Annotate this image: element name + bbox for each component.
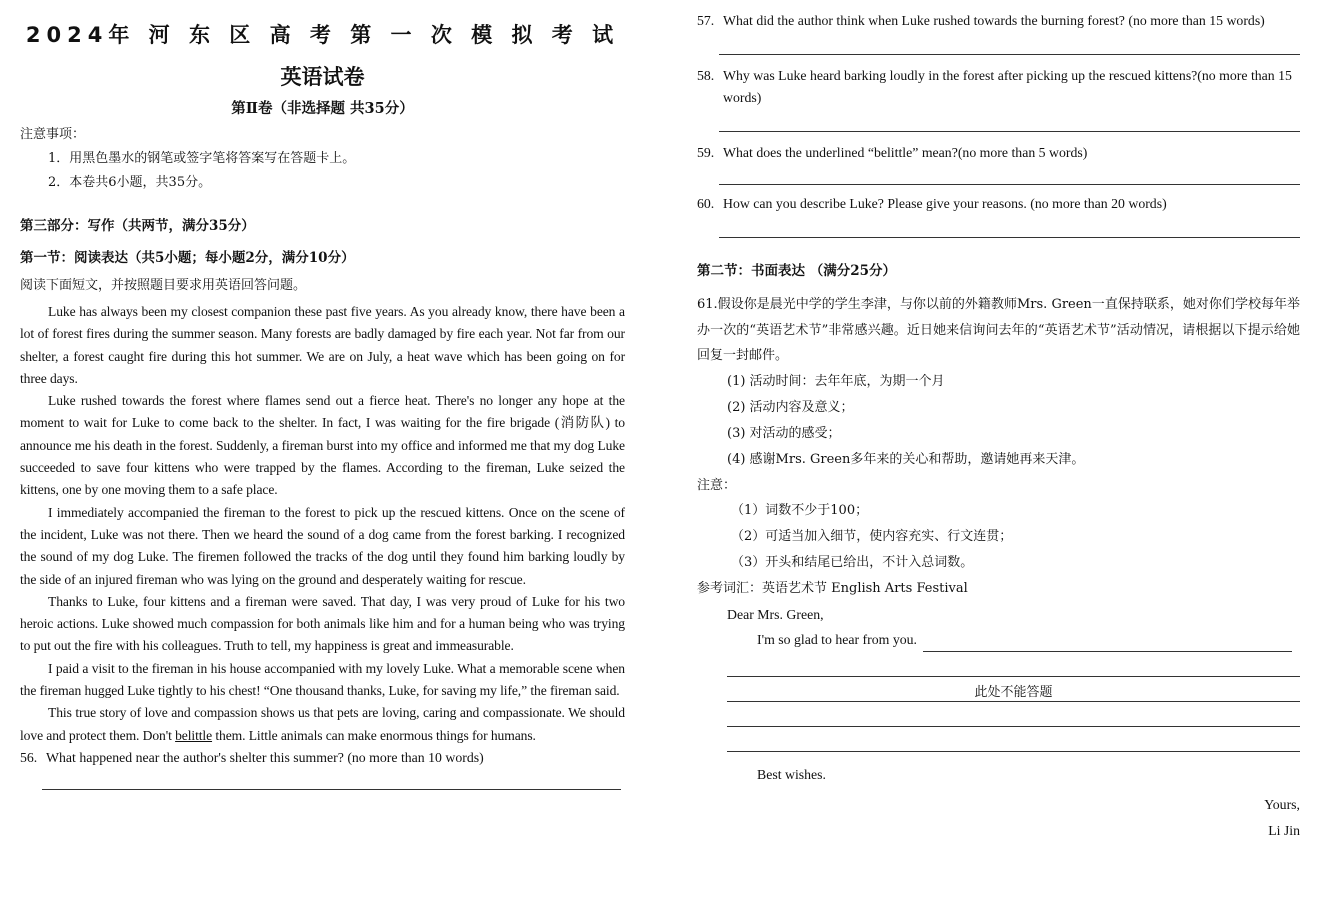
question-text: Why was Luke heard barking loudly in the forest after picking up the rescued kittens?(no more than 15 words): [723, 68, 1292, 105]
question-text: What did the author think when Luke rushed towards the burning forest? (no more than 15 words): [723, 13, 1265, 28]
reference-vocab: 参考词汇：英语艺术节 English Arts Festival: [697, 580, 968, 596]
question-number: 57.: [697, 13, 715, 28]
question-number: 60.: [697, 196, 715, 211]
letter-opening: I'm so glad to hear from you.: [757, 631, 917, 647]
question-number: 58.: [697, 68, 715, 83]
notice-item-1: 1．用黑色墨水的钢笔或签字笔将答案写在答题卡上。: [48, 151, 356, 166]
part3-heading: 第三部分：写作（共两节，满分35分）: [20, 218, 255, 234]
question-text: What does the underlined “belittle” mean?(no more than 5 words): [723, 145, 1088, 160]
p6-text-before: This true story of love and compassion shows us that pets are loving, caring and compassionate. We should love and protect them. Don't: [20, 705, 625, 743]
writing-line-3[interactable]: [727, 677, 1300, 702]
note-3: （3）开头和结尾已给出，不计入总词数。: [731, 554, 974, 570]
question-57: [697, 10, 1300, 32]
writing-line-1[interactable]: [923, 633, 1292, 652]
answer-line-59[interactable]: [719, 164, 1300, 185]
question-text: How can you describe Luke? Please give your reasons. (no more than 20 words): [723, 196, 1167, 211]
hint-2: (2) 活动内容及意义；: [727, 399, 854, 415]
question-number: 59.: [697, 145, 715, 160]
passage-paragraph-2: Luke rushed towards the forest where flames send out a fierce heat. There's no longer any hope at the moment to wait for Luke to come back to the shelter. In fact, I was waiting for the fire brigade (消防队) to announce me his death in the forest. Suddenly, a fireman burst into my office and informed me that my dog Luke succeeded to save four kittens who were trapped by the flames. According to the fireman, Luke seized the kittens, one by one moving them to a safe place.: [20, 393, 625, 498]
note-2: （2）可适当加入细节，使内容充实、行文连贯；: [731, 528, 1013, 544]
answer-line-56[interactable]: [42, 769, 621, 790]
writing-line-5[interactable]: [727, 727, 1300, 752]
letter-opening-row: [757, 628, 1300, 652]
note-1: （1）词数不少于100；: [731, 502, 869, 518]
right-column: [697, 0, 1300, 844]
note-heading: 注意：: [697, 477, 737, 493]
passage-paragraph-6: [20, 702, 625, 747]
question-59: [697, 142, 1300, 164]
letter-closing: Best wishes.: [757, 766, 826, 782]
hint-3: (3) 对活动的感受；: [727, 425, 841, 441]
question-56: [20, 747, 625, 769]
answer-line-60[interactable]: [719, 215, 1300, 238]
question-60: [697, 193, 1300, 215]
question-text: What happened near the author's shelter this summer? (no more than 10 words): [46, 749, 484, 765]
volume-heading: 第Ⅱ卷（非选择题 共35分）: [231, 100, 414, 117]
question-58: [697, 65, 1300, 109]
exam-title: 2024年 河 东 区 高 考 第 一 次 模 拟 考 试: [25, 23, 620, 47]
underlined-word-belittle: belittle: [175, 727, 213, 743]
section1-heading: 第一节：阅读表达（共5小题；每小题2分，满分10分）: [20, 250, 355, 266]
answer-line-58[interactable]: [719, 109, 1300, 132]
exam-subtitle: 英语试卷: [280, 65, 365, 89]
writing-line-2[interactable]: [727, 652, 1300, 677]
question-57-block: [697, 10, 1300, 55]
answer-line-57[interactable]: [719, 32, 1300, 55]
no-answer-notice: 此处不能答题: [974, 684, 1053, 700]
question-58-block: [697, 65, 1300, 132]
passage-paragraph-1: Luke has always been my closest companion these past five years. As you already know, there have been a lot of forest fires during the summer season. Many forests are badly damaged by fire each year. Not far from our shelter, a forest caught fire during this hot summer. We are on July, a heat wave which has been going on for three days.: [20, 304, 625, 386]
writing-line-4[interactable]: [727, 702, 1300, 727]
question-number: 56.: [20, 749, 38, 765]
passage-paragraph-4: Thanks to Luke, four kittens and a fireman were saved. That day, I was very proud of Luke for his two heroic actions. Luke showed much compassion for both animals like him and for a human being who was trying to put out the fire with his colleagues. Truth to tell, my happiness is great and immeasurable.: [20, 593, 625, 654]
passage-paragraph-5: I paid a visit to the fireman in his house accompanied with my lovely Luke. What a memorable scene when the fireman hugged Luke tightly to his chest! “One thousand thanks, Luke, for saving my life,” the fireman said.: [20, 660, 625, 699]
hint-1: (1) 活动时间：去年年底，为期一个月: [727, 373, 945, 389]
left-column: [20, 0, 625, 790]
writing-task: 61.假设你是晨光中学的学生李津，与你以前的外籍教师Mrs. Green一直保持联系，她对你们学校每年举办一次的“英语艺术节”非常感兴趣。近日她来信询问去年的“英语艺术节”活动情况，请根据以下提示给她回复一封邮件。: [697, 297, 1300, 363]
passage-paragraph-3: I immediately accompanied the fireman to the forest to pick up the rescued kittens. Once on the scene of the incident, Luke was not there. Then we heard the sound of a dog came from the forest barking. I recognized the sound of my dog Luke. The firemen followed the tracks of the dog until they found him barking loudly by the side of an injured fireman who was lying on the ground and desperately waiting for rescue.: [20, 504, 625, 587]
reading-passage: [20, 301, 625, 747]
reading-instruction: 阅读下面短文，并按照题目要求用英语回答问题。: [20, 278, 307, 293]
letter-signature: Li Jin: [1268, 822, 1300, 838]
p6-text-after: them. Little animals can make enormous things for humans.: [212, 727, 536, 743]
notice-heading: 注意事项：: [20, 127, 86, 142]
section2-heading: 第二节：书面表达 （满分25分）: [697, 263, 896, 279]
letter-signoff: Yours,: [1264, 796, 1300, 812]
question-59-block: [697, 142, 1300, 185]
question-60-block: [697, 193, 1300, 238]
notice-item-2: 2．本卷共6小题，共35分。: [48, 175, 212, 190]
letter-greeting: Dear Mrs. Green,: [727, 606, 824, 622]
hint-4: (4) 感谢Mrs. Green多年来的关心和帮助，邀请她再来天津。: [727, 451, 1085, 467]
